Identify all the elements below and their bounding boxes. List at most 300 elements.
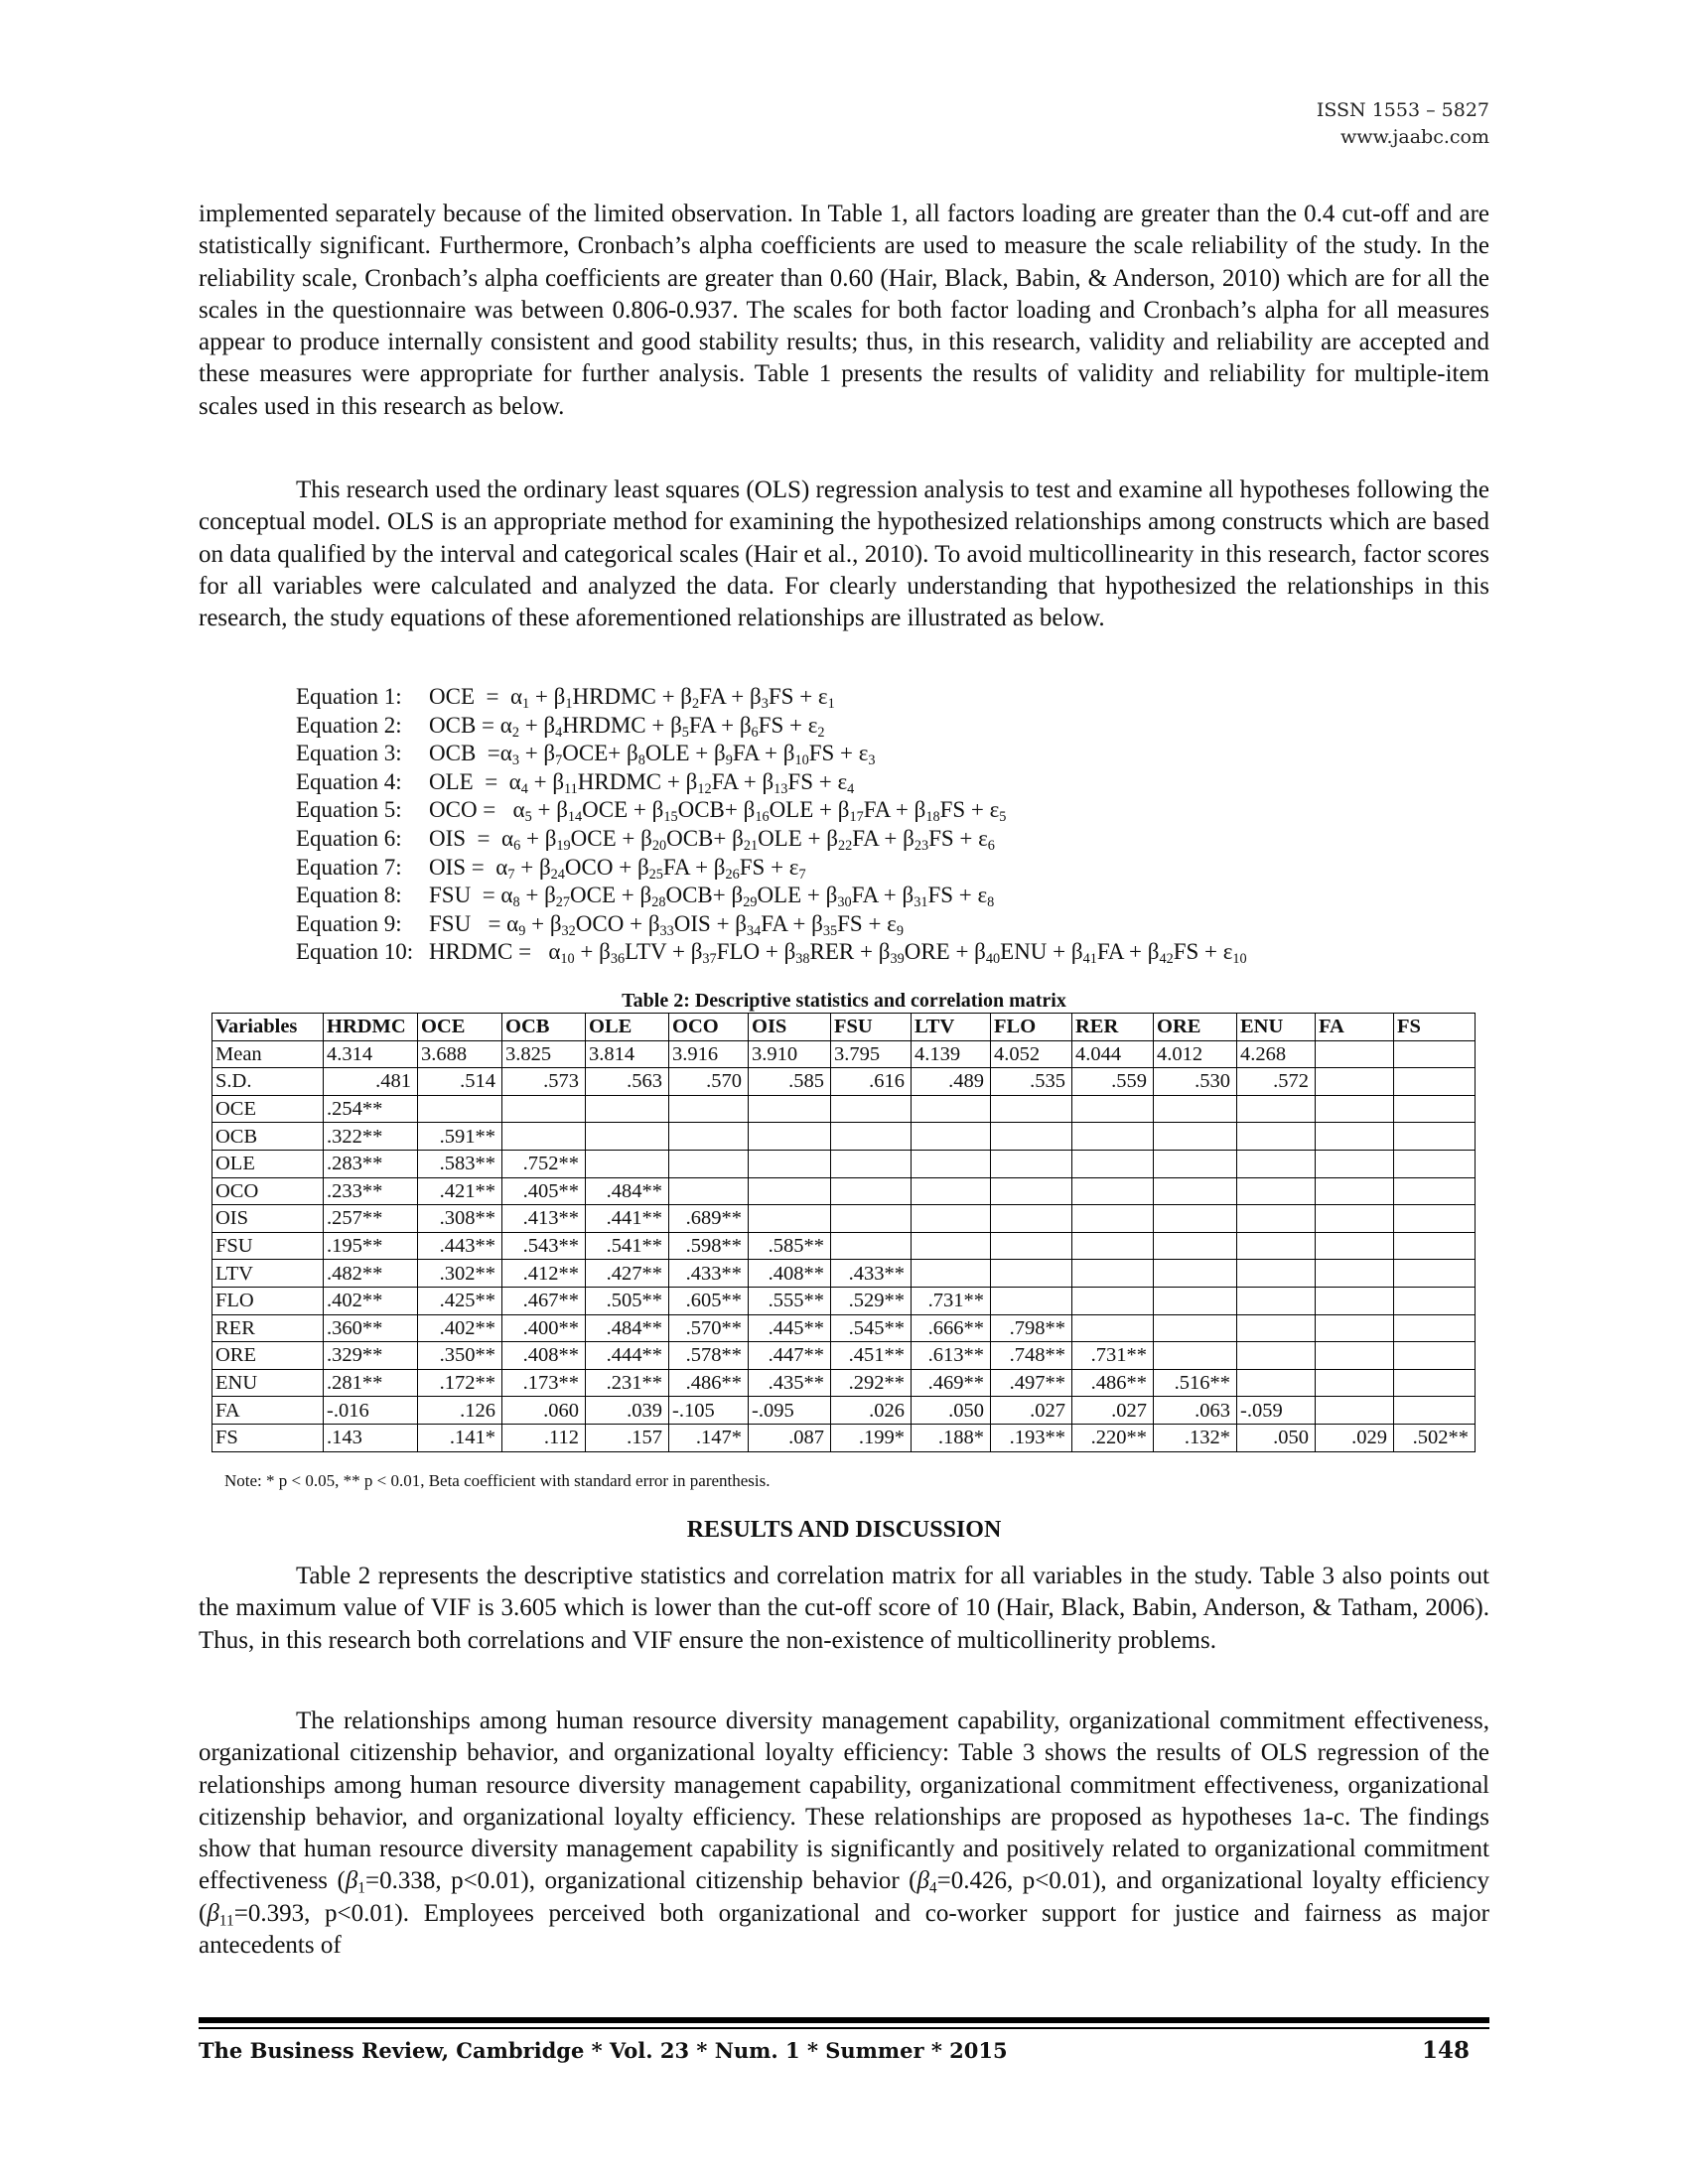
issn-number: ISSN 1553 – 5827: [1316, 99, 1489, 121]
table-cell: .545**: [831, 1314, 912, 1342]
table-cell: [502, 1095, 586, 1123]
footer-rule-thick: [199, 2017, 1489, 2023]
table-cell: [749, 1177, 831, 1205]
section-heading: RESULTS AND DISCUSSION: [686, 1517, 1002, 1543]
table-cell: [1237, 1177, 1316, 1205]
table-cell: [1072, 1095, 1154, 1123]
equation-line: [296, 825, 1247, 854]
row-label: FSU: [212, 1232, 324, 1260]
table-cell: .443**: [418, 1232, 502, 1260]
row-label: LTV: [212, 1260, 324, 1288]
table-cell: .435**: [749, 1369, 831, 1397]
row-label: S.D.: [212, 1068, 324, 1096]
table-cell: -.016: [324, 1397, 418, 1425]
table-cell: [1316, 1397, 1394, 1425]
row-label: OIS: [212, 1205, 324, 1233]
table-row: [212, 1177, 1476, 1205]
table-cell: .188*: [912, 1424, 991, 1451]
table-cell: [586, 1123, 669, 1151]
table-cell: .555**: [749, 1287, 831, 1314]
table-cell: .689**: [669, 1205, 749, 1233]
paragraph-validity-reliability: [199, 199, 1489, 423]
table-cell: [1316, 1095, 1394, 1123]
table-cell: [1394, 1369, 1476, 1397]
table-cell: .570**: [669, 1314, 749, 1342]
table-cell: .444**: [586, 1342, 669, 1370]
table-cell: .141*: [418, 1424, 502, 1451]
table-cell: 3.795: [831, 1040, 912, 1068]
table-cell: .254**: [324, 1095, 418, 1123]
table-cell: [1154, 1232, 1237, 1260]
table-cell: .157: [586, 1424, 669, 1451]
table-cell: .195**: [324, 1232, 418, 1260]
column-header: ORE: [1154, 1014, 1237, 1041]
column-header: OCB: [502, 1014, 586, 1041]
table-cell: .613**: [912, 1342, 991, 1370]
table-cell: .798**: [991, 1314, 1072, 1342]
table-cell: [831, 1095, 912, 1123]
page-footer: [199, 2037, 1470, 2065]
column-header: FLO: [991, 1014, 1072, 1041]
table-cell: .489: [912, 1068, 991, 1096]
equation-line: [296, 683, 1247, 712]
table-cell: .585: [749, 1068, 831, 1096]
equation-line: [296, 712, 1247, 741]
table-cell: [1316, 1369, 1394, 1397]
table-cell: [1316, 1040, 1394, 1068]
column-header: LTV: [912, 1014, 991, 1041]
table-cell: .441**: [586, 1205, 669, 1233]
table-cell: .029: [1316, 1424, 1394, 1451]
equation-label: Equation 9:: [296, 910, 402, 936]
table-cell: [1394, 1177, 1476, 1205]
column-header: FA: [1316, 1014, 1394, 1041]
table-cell: [1154, 1150, 1237, 1177]
table-row: [212, 1342, 1476, 1370]
table-cell: [669, 1150, 749, 1177]
equation-label: Equation 7:: [296, 854, 402, 880]
table-cell: [669, 1177, 749, 1205]
table-cell: [912, 1150, 991, 1177]
table-cell: [1237, 1287, 1316, 1314]
table-cell: .563: [586, 1068, 669, 1096]
table-cell: .302**: [418, 1260, 502, 1288]
table-cell: [669, 1095, 749, 1123]
paragraph-text: Table 2 represents the descriptive statistics and correlation matrix for all variables in the study. Table 3 also points out the maximum value of VIF is 3.605 which is lower than the cut-off score of 10 (Hair, Black, Babin, Anderson, & Tatham, 2006). Thus, in this research both correlations and VIF ensure the non-existence of multicollinerity problems.: [199, 1563, 1489, 1654]
equation-label: Equation 5:: [296, 797, 402, 823]
equation-label: Equation 1:: [296, 684, 402, 709]
table-row: [212, 1314, 1476, 1342]
paragraph-text: This research used the ordinary least squares (OLS) regression analysis to test and examine all hypotheses following the conceptual model. OLS is an appropriate method for examining the hypothesized relationships among constructs which are based on data qualified by the interval and categorical scales (Hair et al., 2010). To avoid multicollinearity in this research, factor scores for all variables were calculated and analyzed the data. For clearly understanding that hypothesized the relationships in this research, the study equations of these aforementioned relationships are illustrated as below.: [199, 477, 1489, 632]
table-cell: .421**: [418, 1177, 502, 1205]
table-cell: .193**: [991, 1424, 1072, 1451]
column-header: OCE: [418, 1014, 502, 1041]
table-cell: [1237, 1123, 1316, 1151]
table-cell: [586, 1095, 669, 1123]
table-cell: .112: [502, 1424, 586, 1451]
row-label: OCE: [212, 1095, 324, 1123]
table-cell: [1394, 1068, 1476, 1096]
table-row: [212, 1040, 1476, 1068]
row-label: ORE: [212, 1342, 324, 1370]
table-row: [212, 1397, 1476, 1425]
table-row: [212, 1150, 1476, 1177]
table-cell: [1394, 1205, 1476, 1233]
table-cell: .050: [1237, 1424, 1316, 1451]
table-cell: [1394, 1095, 1476, 1123]
table-cell: .408**: [502, 1342, 586, 1370]
paragraph-text: implemented separately because of the limited observation. In Table 1, all factors loading are greater than the 0.4 cut-off and are statistically significant. Furthermore, Cronbach’s alpha coefficients are used to measure the scale reliability of the study. In the reliability scale, Cronbach’s alpha coefficients are greater than 0.60 (Hair, Black, Babin, & Anderson, 2010) which are for all the scales in the questionnaire was between 0.806-0.937. The scales for both factor loading and Cronbach’s alpha for all measures appear to produce internally consistent and good stability results; thus, in this research, validity and reliability are accepted and these measures were appropriate for further analysis. Table 1 presents the results of validity and reliability for multiple-item scales used in this research as below.: [199, 201, 1489, 420]
table-cell: [831, 1150, 912, 1177]
table-cell: .425**: [418, 1287, 502, 1314]
table-cell: .257**: [324, 1205, 418, 1233]
table-cell: .583**: [418, 1150, 502, 1177]
table-cell: .486**: [669, 1369, 749, 1397]
table-cell: [991, 1232, 1072, 1260]
table-cell: [1072, 1177, 1154, 1205]
table-row: [212, 1205, 1476, 1233]
table-cell: [1237, 1369, 1316, 1397]
equation-formula: OLE = $\alpha_4$ + $\beta_{11}HRDMC + \beta_{12}FA + \beta_{13}FS + \varepsilon_4$: [429, 768, 855, 797]
row-label: Mean: [212, 1040, 324, 1068]
equation-line: [296, 910, 1247, 939]
table-cell: [912, 1123, 991, 1151]
table-cell: .447**: [749, 1342, 831, 1370]
table-cell: [1316, 1260, 1394, 1288]
table-cell: .405**: [502, 1177, 586, 1205]
table-cell: .752**: [502, 1150, 586, 1177]
table-cell: [1394, 1123, 1476, 1151]
table-cell: .060: [502, 1397, 586, 1425]
table-cell: .482**: [324, 1260, 418, 1288]
table-cell: 4.052: [991, 1040, 1072, 1068]
table-cell: .220**: [1072, 1424, 1154, 1451]
column-header: OLE: [586, 1014, 669, 1041]
table-cell: .541**: [586, 1232, 669, 1260]
table-cell: .087: [749, 1424, 831, 1451]
table-cell: -.095: [749, 1397, 831, 1425]
paragraph-hypotheses-results: [199, 1706, 1489, 1962]
equation-line: [296, 882, 1247, 910]
table-cell: [1316, 1150, 1394, 1177]
table-cell: [1154, 1314, 1237, 1342]
table-cell: [991, 1150, 1072, 1177]
table-cell: .585**: [749, 1232, 831, 1260]
column-header: ENU: [1237, 1014, 1316, 1041]
table-cell: [1237, 1150, 1316, 1177]
journal-website: www.jaabc.com: [1339, 126, 1489, 148]
table-cell: [1072, 1314, 1154, 1342]
page-number: 148: [1421, 2037, 1470, 2064]
table-cell: [1394, 1040, 1476, 1068]
table-cell: [586, 1150, 669, 1177]
table-cell: [912, 1177, 991, 1205]
table-cell: [912, 1232, 991, 1260]
table-cell: .570: [669, 1068, 749, 1096]
table-cell: [912, 1260, 991, 1288]
table-cell: .322**: [324, 1123, 418, 1151]
table-cell: .598**: [669, 1232, 749, 1260]
equation-line: [296, 854, 1247, 883]
column-header: Variables: [212, 1014, 324, 1041]
table-cell: .027: [1072, 1397, 1154, 1425]
table-cell: .505**: [586, 1287, 669, 1314]
table-cell: [1237, 1205, 1316, 1233]
table-cell: [991, 1260, 1072, 1288]
equation-formula: FSU = $\alpha_8 + \beta_{27}OCE + \beta_{28}OCB+ \beta_{29}OLE + \beta_{30}FA + \beta_{31}FS + \varepsilon_8$: [429, 883, 995, 911]
equation-label: Equation 2:: [296, 712, 402, 738]
table-row: [212, 1287, 1476, 1314]
table-cell: .484**: [586, 1177, 669, 1205]
table-cell: [1237, 1095, 1316, 1123]
table-cell: .143: [324, 1424, 418, 1451]
table-cell: [1237, 1342, 1316, 1370]
table-cell: .281**: [324, 1369, 418, 1397]
table-cell: .400**: [502, 1314, 586, 1342]
table-cell: 3.916: [669, 1040, 749, 1068]
table-row: [212, 1369, 1476, 1397]
table-cell: [831, 1123, 912, 1151]
table-row: [212, 1095, 1476, 1123]
table-row: [212, 1424, 1476, 1451]
table-cell: [1394, 1150, 1476, 1177]
table-caption: Table 2: Descriptive statistics and correlation matrix: [622, 990, 1066, 1012]
equation-line: [296, 768, 1247, 797]
table-cell: [749, 1205, 831, 1233]
equation-label: Equation 8:: [296, 883, 402, 908]
row-label: ENU: [212, 1369, 324, 1397]
table-cell: .535: [991, 1068, 1072, 1096]
paragraph-ols-method: [199, 475, 1489, 634]
table-cell: 3.910: [749, 1040, 831, 1068]
table-cell: .413**: [502, 1205, 586, 1233]
table-row: [212, 1260, 1476, 1288]
column-header: FS: [1394, 1014, 1476, 1041]
table-cell: 4.268: [1237, 1040, 1316, 1068]
table-cell: .427**: [586, 1260, 669, 1288]
equation-line: [296, 938, 1247, 967]
table-cell: [1154, 1177, 1237, 1205]
equation-formula: OCB = $\alpha_2$ + $\beta_4HRDMC + \beta_5FA + \beta_6FS + \varepsilon_2$: [429, 712, 825, 741]
table-cell: [1072, 1150, 1154, 1177]
table-cell: .748**: [991, 1342, 1072, 1370]
table-cell: [1237, 1260, 1316, 1288]
table-note: Note: * p < 0.05, ** p < 0.01, Beta coefficient with standard error in parenthesis.: [224, 1471, 771, 1490]
table-cell: [1394, 1232, 1476, 1260]
equation-label: Equation 6:: [296, 825, 402, 851]
table-cell: .731**: [1072, 1342, 1154, 1370]
table-cell: [502, 1123, 586, 1151]
equation-formula: HRDMC = $\alpha_{10} + \beta_{36}LTV + \beta_{37}FLO + \beta_{38}RER + \beta_{39}ORE + \beta_{40}ENU + \beta_{41}FA + \beta_{42}FS + \varepsilon_{10}$: [429, 939, 1247, 968]
table-cell: .402**: [418, 1314, 502, 1342]
table-cell: [1316, 1177, 1394, 1205]
table-cell: 4.139: [912, 1040, 991, 1068]
table-cell: [1394, 1397, 1476, 1425]
table-cell: .530: [1154, 1068, 1237, 1096]
table-cell: [991, 1287, 1072, 1314]
column-header: OCO: [669, 1014, 749, 1041]
equation-line: [296, 740, 1247, 768]
table-cell: .231**: [586, 1369, 669, 1397]
column-header: OIS: [749, 1014, 831, 1041]
table-cell: [1394, 1260, 1476, 1288]
table-cell: [1154, 1260, 1237, 1288]
table-cell: .616: [831, 1068, 912, 1096]
table-cell: [1316, 1342, 1394, 1370]
equation-list: [296, 683, 1247, 967]
equation-formula: OCB $=\alpha_3 + \beta_7OCE+ \beta_8OLE + \beta_9FA + \beta_{10}FS + \varepsilon_3$: [429, 741, 876, 769]
table-row: [212, 1232, 1476, 1260]
table-cell: [991, 1095, 1072, 1123]
paragraph-descriptive-stats: [199, 1561, 1489, 1657]
row-label: FLO: [212, 1287, 324, 1314]
table-cell: .573: [502, 1068, 586, 1096]
table-cell: [1072, 1232, 1154, 1260]
equation-formula: OIS = $\alpha_7 + \beta_{24}OCO + \beta_{25}FA + \beta_{26}FS + \varepsilon_7$: [429, 854, 806, 883]
table-row: [212, 1068, 1476, 1096]
table-cell: .502**: [1394, 1424, 1476, 1451]
row-label: OCB: [212, 1123, 324, 1151]
table-cell: .199*: [831, 1424, 912, 1451]
column-header: HRDMC: [324, 1014, 418, 1041]
table-cell: .451**: [831, 1342, 912, 1370]
table-cell: [912, 1205, 991, 1233]
table-cell: .132*: [1154, 1424, 1237, 1451]
table-cell: [1316, 1123, 1394, 1151]
table-cell: [1394, 1287, 1476, 1314]
table-cell: [1154, 1095, 1237, 1123]
table-cell: .572: [1237, 1068, 1316, 1096]
equation-line: [296, 796, 1247, 825]
table-cell: .402**: [324, 1287, 418, 1314]
table-cell: .486**: [1072, 1369, 1154, 1397]
table-cell: .481: [324, 1068, 418, 1096]
table-cell: [1237, 1232, 1316, 1260]
table-cell: [1072, 1123, 1154, 1151]
table-cell: [418, 1095, 502, 1123]
table-cell: [1316, 1068, 1394, 1096]
table-cell: 4.044: [1072, 1040, 1154, 1068]
table-cell: .172**: [418, 1369, 502, 1397]
table-cell: [1237, 1314, 1316, 1342]
table-cell: .578**: [669, 1342, 749, 1370]
table-cell: [1154, 1342, 1237, 1370]
table-cell: -.105: [669, 1397, 749, 1425]
table-cell: .292**: [831, 1369, 912, 1397]
table-cell: .484**: [586, 1314, 669, 1342]
row-label: FS: [212, 1424, 324, 1451]
table-cell: .605**: [669, 1287, 749, 1314]
table-cell: .027: [991, 1397, 1072, 1425]
equation-formula: OCO = $\alpha_5 + \beta_{14}OCE + \beta_{15}OCB+ \beta_{16}OLE + \beta_{17}FA + \beta_{18}FS + \varepsilon_5$: [429, 797, 1007, 826]
table-cell: .467**: [502, 1287, 586, 1314]
table-cell: .731**: [912, 1287, 991, 1314]
table-cell: [831, 1177, 912, 1205]
equation-formula: FSU = $\alpha_9 + \beta_{32}OCO + \beta_{33}OIS + \beta_{34}FA + \beta_{35}FS + \varepsilon_9$: [429, 910, 904, 939]
row-label: FA: [212, 1397, 324, 1425]
table-cell: .147*: [669, 1424, 749, 1451]
table-cell: .233**: [324, 1177, 418, 1205]
table-cell: [1316, 1314, 1394, 1342]
table-cell: 3.688: [418, 1040, 502, 1068]
table-cell: .329**: [324, 1342, 418, 1370]
table-header-row: [212, 1014, 1476, 1041]
equation-label: Equation 10:: [296, 939, 414, 965]
table-cell: .497**: [991, 1369, 1072, 1397]
table-cell: .126: [418, 1397, 502, 1425]
table-cell: -.059: [1237, 1397, 1316, 1425]
header-issn-block: [1317, 97, 1489, 151]
row-label: RER: [212, 1314, 324, 1342]
equation-label: Equation 3:: [296, 741, 402, 766]
table-cell: .543**: [502, 1232, 586, 1260]
table-cell: .529**: [831, 1287, 912, 1314]
equation-label: Equation 4:: [296, 768, 402, 794]
table-cell: [1072, 1287, 1154, 1314]
table-cell: .408**: [749, 1260, 831, 1288]
table-cell: 4.012: [1154, 1040, 1237, 1068]
table-cell: [1394, 1314, 1476, 1342]
table-cell: .469**: [912, 1369, 991, 1397]
footer-rule-thin: [199, 2027, 1489, 2029]
table-cell: [1154, 1287, 1237, 1314]
table-cell: [912, 1095, 991, 1123]
table-cell: .050: [912, 1397, 991, 1425]
column-header: FSU: [831, 1014, 912, 1041]
table-cell: .360**: [324, 1314, 418, 1342]
table-cell: .350**: [418, 1342, 502, 1370]
column-header: RER: [1072, 1014, 1154, 1041]
table-cell: [749, 1150, 831, 1177]
row-label: OCO: [212, 1177, 324, 1205]
equation-formula: OIS = $\alpha_6 + \beta_{19}OCE + \beta_{20}OCB+ \beta_{21}OLE + \beta_{22}FA + \beta_{23}FS + \varepsilon_6$: [429, 825, 995, 854]
table-cell: .308**: [418, 1205, 502, 1233]
table-cell: [1072, 1205, 1154, 1233]
table-cell: [1316, 1287, 1394, 1314]
table-cell: .026: [831, 1397, 912, 1425]
table-cell: .173**: [502, 1369, 586, 1397]
table-cell: .433**: [831, 1260, 912, 1288]
table-cell: .445**: [749, 1314, 831, 1342]
table-cell: .514: [418, 1068, 502, 1096]
table-cell: [1154, 1205, 1237, 1233]
table-cell: 3.814: [586, 1040, 669, 1068]
table-cell: [991, 1205, 1072, 1233]
table-cell: [1154, 1123, 1237, 1151]
table-cell: [749, 1123, 831, 1151]
table-cell: 3.825: [502, 1040, 586, 1068]
table-cell: .591**: [418, 1123, 502, 1151]
equation-formula: OCE = $\alpha_1$ + $\beta_1HRDMC + \beta_2FA + \beta_3FS + \varepsilon_1$: [429, 684, 835, 712]
table-cell: .516**: [1154, 1369, 1237, 1397]
table-cell: [991, 1177, 1072, 1205]
table-cell: [831, 1205, 912, 1233]
journal-citation: The Business Review, Cambridge * Vol. 23 * Num. 1 * Summer * 2015: [199, 2038, 1008, 2063]
table-cell: .559: [1072, 1068, 1154, 1096]
table-cell: [1316, 1232, 1394, 1260]
table-cell: .412**: [502, 1260, 586, 1288]
table-cell: .666**: [912, 1314, 991, 1342]
table-cell: 4.314: [324, 1040, 418, 1068]
table-cell: [1316, 1205, 1394, 1233]
table-row: [212, 1123, 1476, 1151]
table-cell: [1394, 1342, 1476, 1370]
table-cell: [669, 1123, 749, 1151]
row-label: OLE: [212, 1150, 324, 1177]
paragraph-text: The relationships among human resource diversity management capability, organizational commitment effectiveness, organizational citizenship behavior, and organizational loyalty efficiency: Table 3 shows the results of OLS regression of the relationships among human resource diversity management capability, organizational commitment effectiveness, organizational citizenship behavior, and organizational loyalty efficiency. These relationships are proposed as hypotheses 1a-c. The findings show that human resource diversity management capability is significantly and positively related to organizational commitment effectiveness ($\beta_1=0.338$, p<0.01), organizational citizenship behavior ($\beta_4=0.426$, p<0.01), and organizational loyalty efficiency ($\beta_{11}=0.393$, p<0.01). Employees perceived both organizational and co-worker support for justice and fairness as major antecedents of: [199, 1707, 1489, 1960]
table-cell: .063: [1154, 1397, 1237, 1425]
table-cell: [749, 1095, 831, 1123]
